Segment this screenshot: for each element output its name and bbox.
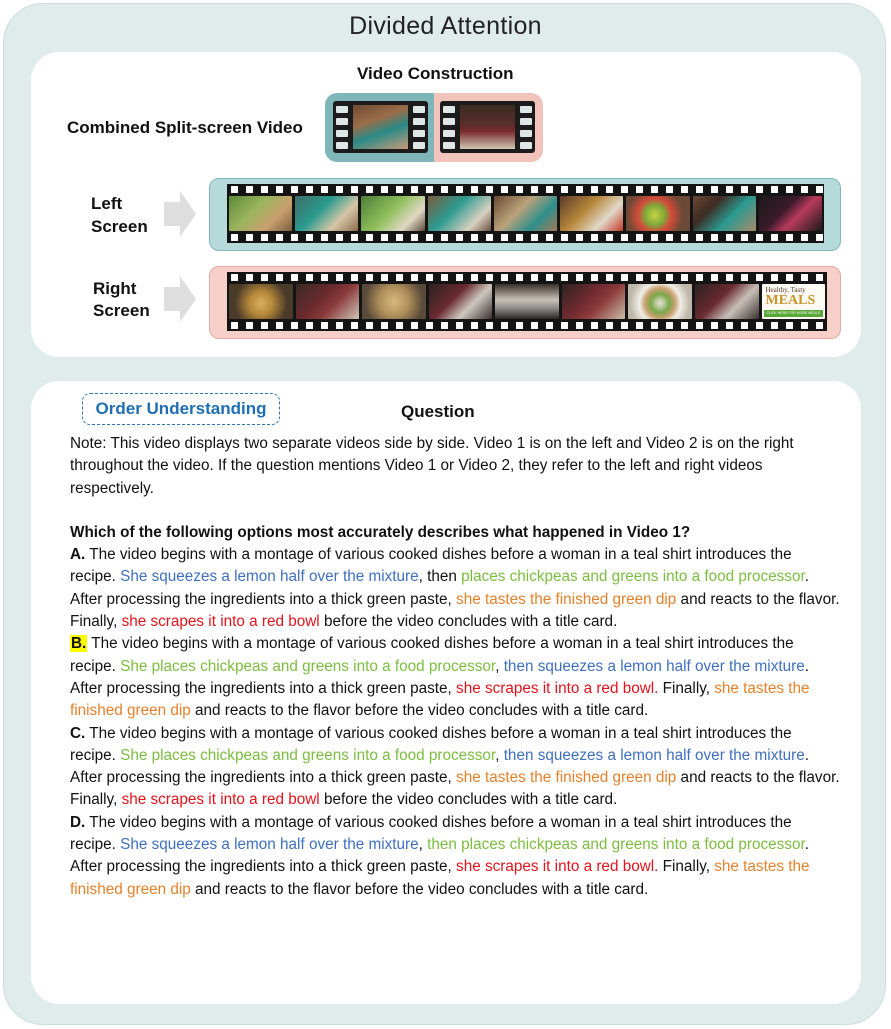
answer-option: [70, 723, 840, 812]
option-segment: and reacts to the flavor before the video concludes with a title card.: [190, 702, 649, 720]
right-frame-2: [296, 284, 360, 319]
title-card-line2: MEALS: [765, 293, 816, 308]
option-segment: she scrapes it into a red bowl: [121, 791, 320, 809]
option-segment: She squeezes a lemon half over the mixture: [120, 836, 419, 854]
option-segment: ,: [495, 746, 504, 764]
option-segment: She places chickpeas and greens into a food processor: [120, 657, 496, 675]
left-frame-5: [494, 196, 557, 231]
question-body: [70, 433, 840, 901]
right-filmstrip-reel: [227, 272, 827, 331]
answer-option: [70, 812, 840, 901]
right-arrow-icon: [162, 189, 198, 239]
left-frame-6: [560, 196, 623, 231]
option-segment: places chickpeas and greens into a food processor: [461, 568, 805, 586]
title-card-line1: Healthy, Tasty: [765, 286, 806, 294]
left-frame-3: [361, 196, 424, 231]
option-segment: The video begins with a montage of various cooked dishes before a woman in a teal shirt introduces the recipe.: [70, 813, 792, 854]
option-segment: she scrapes it into a red bowl: [121, 613, 320, 631]
option-segment: then places chickpeas and greens into a food processor: [427, 836, 805, 854]
option-segment: before the video concludes with a title card.: [319, 613, 618, 631]
option-segment: The video begins with a montage of various cooked dishes before a woman in a teal shirt introduces the recipe.: [70, 724, 792, 764]
left-frame-9-title-card: [759, 196, 822, 231]
right-frame-3: [362, 284, 426, 319]
option-segment: ,: [495, 657, 504, 675]
option-segment: she scrapes it into a red bowl.: [456, 858, 659, 876]
video-construction-heading: Video Construction: [357, 64, 514, 83]
left-frame-4: [428, 196, 491, 231]
option-segment: ,: [418, 836, 428, 854]
option-letter: C.: [70, 724, 86, 742]
left-screen-label-line2: Screen: [91, 217, 148, 236]
option-segment: she tastes the finished green dip: [70, 858, 810, 898]
question-heading: Question: [401, 402, 475, 421]
question-prompt: Which of the following options most accurately describes what happened in Video 1?: [70, 523, 691, 541]
option-segment: . After processing the ingredients into a thick green paste,: [70, 568, 809, 608]
left-frame-2: [295, 196, 358, 231]
answer-option: [70, 544, 840, 633]
option-segment: She squeezes a lemon half over the mixture: [120, 568, 419, 586]
left-frame-7: [626, 196, 689, 231]
title-card-button: CLICK HERE FOR MORE MEALS: [764, 310, 824, 317]
option-segment: and reacts to the flavor before the video concludes with a title card.: [190, 880, 649, 898]
option-segment: then squeezes a lemon half over the mixture: [503, 657, 805, 675]
main-title: Divided Attention: [349, 12, 542, 40]
right-frame-7: [628, 284, 692, 319]
option-segment: The video begins with a montage of various cooked dishes before a woman in a teal shirt introduces the recipe.: [70, 546, 792, 586]
left-filmstrip-reel: [227, 184, 824, 243]
right-arrow-icon: [162, 274, 198, 324]
right-frame-6: [562, 284, 626, 319]
option-segment: . After processing the ingredients into a thick green paste,: [70, 746, 809, 787]
option-segment: before the video concludes with a title card.: [319, 791, 618, 809]
left-frame-1: [229, 196, 292, 231]
option-segment: she scrapes it into a red bowl.: [456, 679, 659, 697]
left-frame-8: [693, 196, 756, 231]
right-frame-9-title-card: [762, 284, 826, 319]
option-segment: she tastes the finished green dip: [456, 590, 677, 608]
combined-label: Combined Split-screen Video: [67, 118, 303, 137]
option-segment: she tastes the finished green dip: [70, 679, 810, 720]
right-screen-label-line2: Screen: [93, 301, 150, 320]
answer-options: [70, 544, 840, 901]
question-note: Note: This video displays two separate videos side by side. Video 1 is on the left and Video 2 is on the right throughout the video. If the question mentions Video 1 or Video 2, they refer to the left and right videos respectively.: [70, 435, 794, 497]
option-segment: she tastes the finished green dip: [456, 769, 677, 787]
right-frame-5: [495, 284, 559, 319]
option-segment: She places chickpeas and greens into a food processor: [120, 746, 496, 764]
option-segment: Finally,: [658, 858, 715, 876]
right-frame-1: [229, 284, 293, 319]
option-segment: . After processing the ingredients into a thick green paste,: [70, 836, 809, 876]
option-letter: A.: [70, 546, 86, 564]
option-segment: and reacts to the flavor. Finally,: [70, 769, 840, 809]
right-frame-4: [429, 284, 493, 319]
combined-split-screen-thumbnail: [325, 93, 543, 162]
right-screen-label-line1: Right: [93, 279, 137, 298]
option-letter: B.: [71, 635, 87, 653]
order-understanding-tag: Order Understanding: [82, 393, 280, 425]
option-segment: The video begins with a montage of various cooked dishes before a woman in a teal shirt introduces the recipe.: [70, 635, 794, 675]
option-letter: D.: [70, 813, 86, 831]
option-segment: and reacts to the flavor. Finally,: [70, 590, 840, 631]
answer-option: [70, 633, 840, 722]
option-segment: , then: [418, 568, 462, 586]
left-screen-label-line1: Left: [91, 194, 123, 213]
option-segment: Finally,: [658, 679, 715, 697]
right-frame-8: [695, 284, 759, 319]
option-segment: then squeezes a lemon half over the mixture: [503, 746, 805, 764]
option-segment: . After processing the ingredients into a thick green paste,: [70, 657, 809, 697]
